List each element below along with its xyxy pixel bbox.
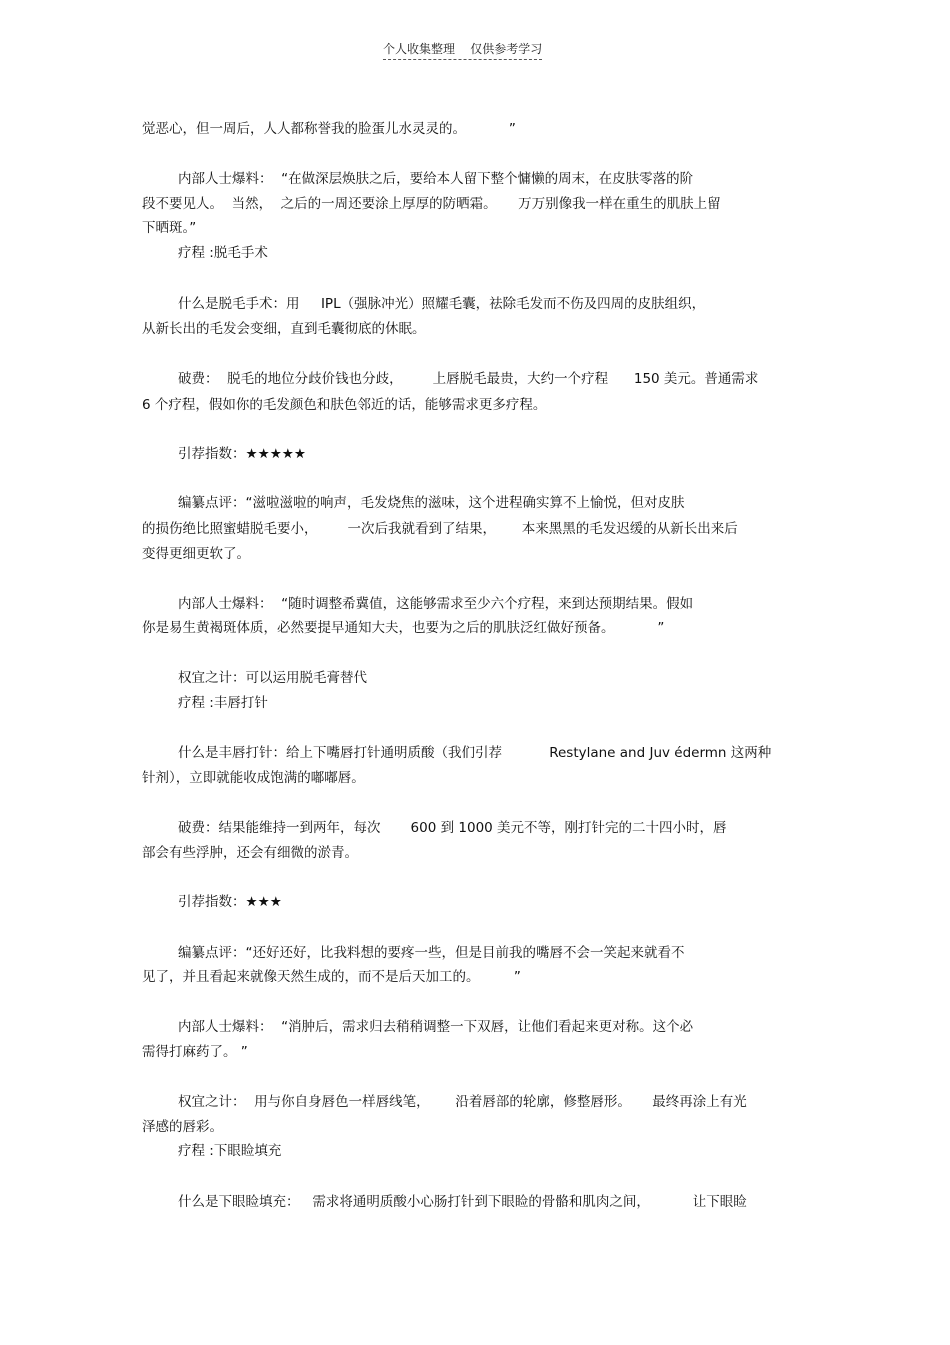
text-line: 内部人士爆料： “消肿后，需求归去稍稍调整一下双唇，让他们看起来更对称。这个必: [178, 1019, 694, 1035]
text-line: 编纂点评：“还好还好，比我料想的要疼一些，但是目前我的嘴唇不会一笑起来就看不: [178, 945, 685, 961]
text-line: 内部人士爆料： “随时调整希冀值，这能够需求至少六个疗程，来到达预期结果。假如: [178, 596, 694, 612]
procedure-heading: 疗程 :丰唇打针: [178, 695, 268, 711]
text-line: 破费： 脱毛的地位分歧价钱也分歧， 上唇脱毛最贵，大约一个疗程 150 美元。普通需求: [178, 371, 759, 387]
text-line: 针剂），立即就能收成饱满的嘟嘟唇。: [142, 770, 365, 786]
text-line: 变得更细更软了。: [142, 546, 250, 562]
text-line: 泽感的唇彩。: [142, 1119, 223, 1135]
text-line: 什么是丰唇打针：给上下嘴唇打针通明质酸（我们引荐 Restylane and Juv édermn 这两种: [178, 745, 772, 761]
rating-line: 引荐指数：★★★: [178, 894, 282, 910]
procedure-heading: 疗程 :下眼睑填充: [178, 1143, 282, 1159]
text-line: 觉恶心，但一周后，人人都称誉我的脸蛋儿水灵灵的。 ”: [142, 121, 516, 137]
text-line: 见了，并且看起来就像天然生成的，而不是后天加工的。 ”: [142, 969, 521, 985]
text-line: 你是易生黄褐斑体质，必然要提早通知大夫，也要为之后的肌肤泛红做好预备。 ”: [142, 620, 665, 636]
text-line: 什么是下眼睑填充： 需求将通明质酸小心肠打针到下眼睑的骨骼和肌肉之间， 让下眼睑: [178, 1194, 747, 1210]
procedure-heading: 疗程 :脱毛手术: [178, 245, 268, 261]
text-line: 段不要见人。 当然， 之后的一周还要涂上厚厚的防晒霜。 万万别像我一样在重生的肌肤上留: [142, 196, 721, 212]
page-header: 个人收集整理 仅供参考学习: [383, 40, 542, 60]
text-line: 什么是脱毛手术：用 IPL（强脉冲光）照耀毛囊，祛除毛发而不伤及四周的皮肤组织，: [178, 296, 706, 312]
text-line: 编纂点评：“滋啦滋啦的响声，毛发烧焦的滋味，这个进程确实算不上愉悦，但对皮肤: [178, 495, 685, 511]
text-line: 权宜之计： 用与你自身唇色一样唇线笔， 沿着唇部的轮廓，修整唇形。 最终再涂上有光: [178, 1094, 747, 1110]
text-line: 从新长出的毛发会变细，直到毛囊彻底的休眠。: [142, 321, 426, 337]
text-line: 破费：结果能维持一到两年，每次 600 到 1000 美元不等，刚打针完的二十四小时，唇: [178, 820, 727, 836]
rating-line: 引荐指数：★★★★★: [178, 446, 307, 462]
text-line: 部会有些浮肿，还会有细微的淤青。: [142, 845, 358, 861]
text-line: 的损伤绝比照蜜蜡脱毛要小， 一次后我就看到了结果， 本来黑黑的毛发迟缓的从新长出来后: [142, 521, 738, 537]
text-line: 需得打麻药了。 ”: [142, 1044, 248, 1060]
text-line: 权宜之计：可以运用脱毛膏替代: [178, 670, 367, 686]
text-line: 下晒斑。”: [142, 220, 197, 236]
text-line: 6 个疗程，假如你的毛发颜色和肤色邻近的话，能够需求更多疗程。: [142, 397, 547, 413]
text-line: 内部人士爆料： “在做深层焕肤之后，要给本人留下整个慵懒的周末，在皮肤零落的阶: [178, 171, 694, 187]
